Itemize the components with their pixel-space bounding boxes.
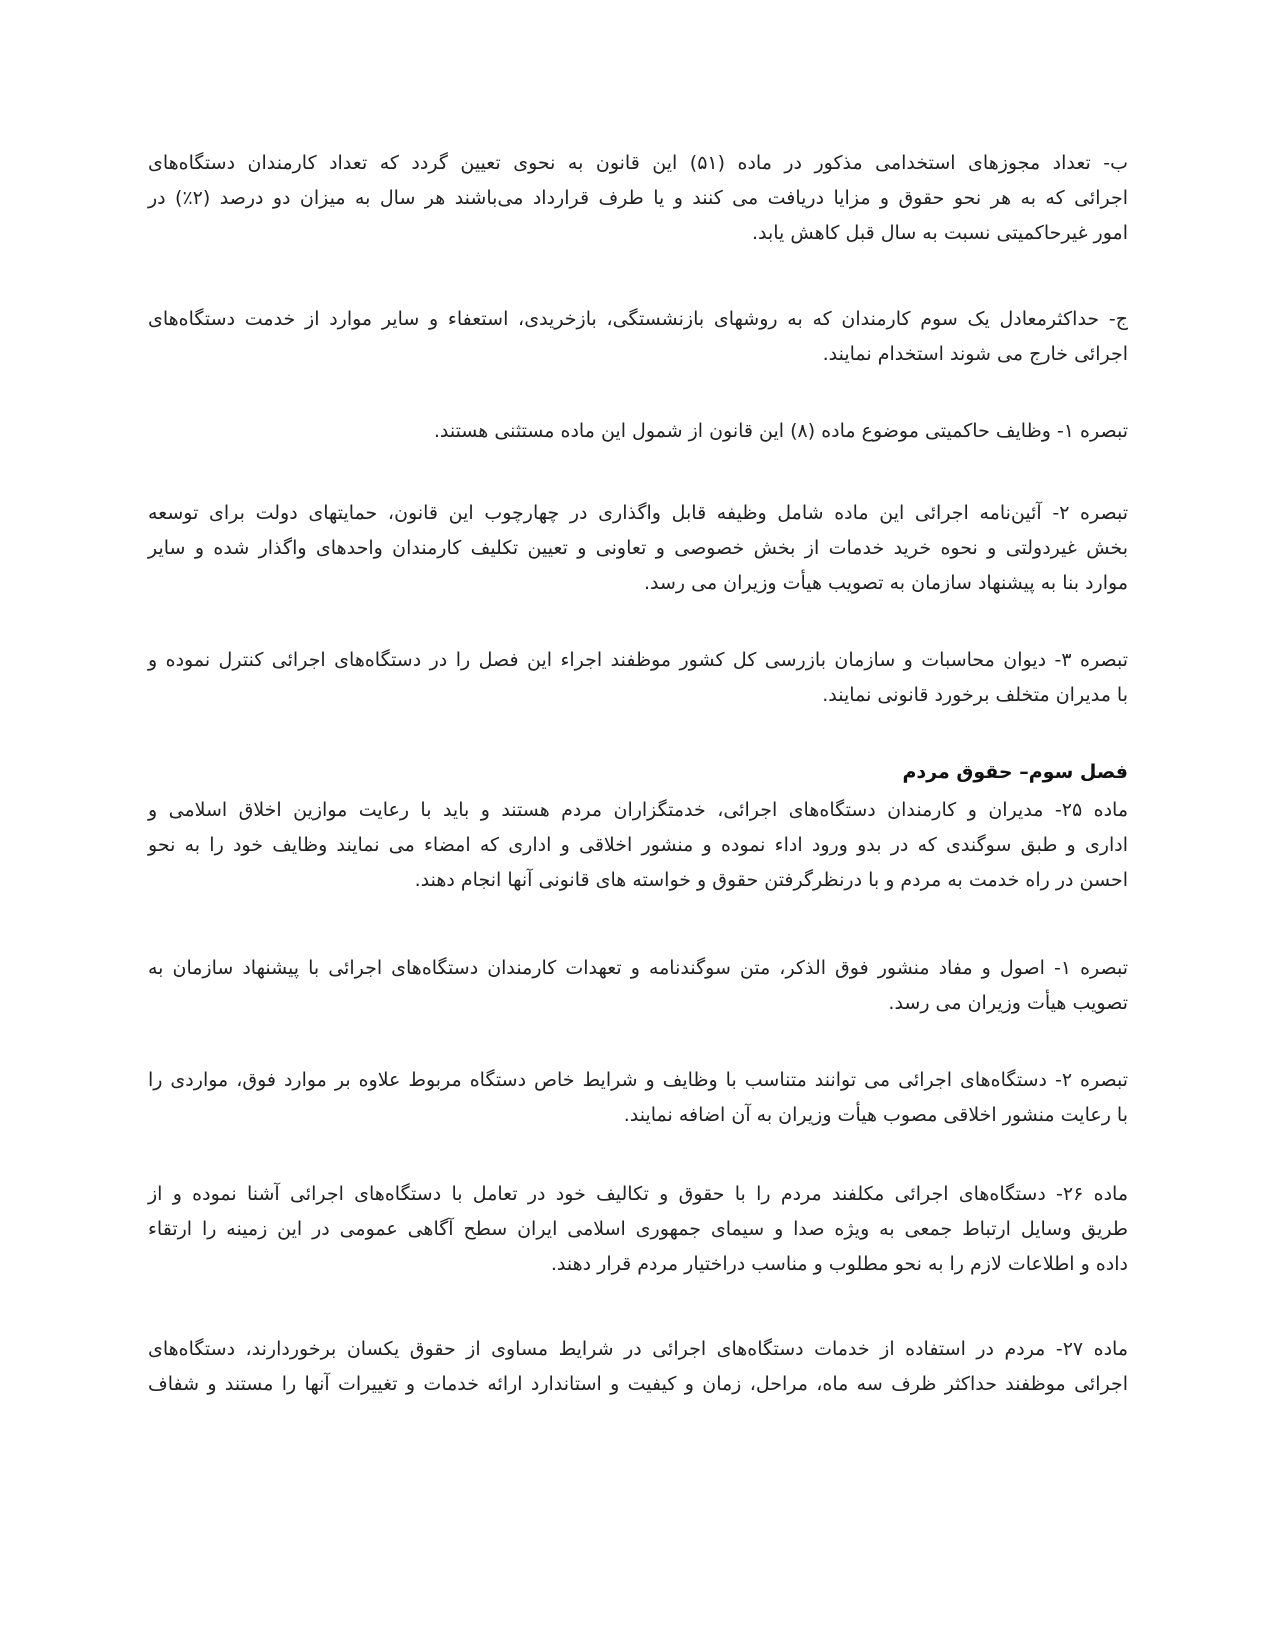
- text-line: تبصره ۲- دستگاه‌های اجرائی می توانند متناسب با وظایف و شرایط خاص دستگاه مربوط علاوه بر موارد فوق، مواردی را: [148, 1069, 1128, 1091]
- text-line: داده و اطلاعات لازم را به نحو مطلوب و مناسب دراختیار مردم قرار دهند.: [550, 1253, 1128, 1275]
- text-line: با رعایت منشور اخلاقی مصوب هیأت وزیران به آن اضافه نمایند.: [623, 1104, 1128, 1126]
- text-line: تصویب هیأت وزیران می رسد.: [888, 992, 1128, 1014]
- paragraph-note-2: [148, 496, 1128, 601]
- text-line: تبصره ۱- وظایف حاکمیتی موضوع ماده (۸) این قانون از شمول این ماده مستثنی هستند.: [433, 420, 1128, 442]
- paragraph-article-25-note-1: [148, 951, 1128, 1021]
- text-line: با مدیران متخلف برخورد قانونی نمایند.: [822, 684, 1128, 706]
- text-line: امور غیرحاکمیتی نسبت به سال قبل کاهش یابد.: [751, 222, 1128, 244]
- text-line: بخش غیردولتی و نحوه خرید خدمات از بخش خصوصی و تعاونی و تعیین تکلیف کارمندان واحدهای واگذار شده و سایر: [148, 537, 1128, 559]
- paragraph-article-26: [148, 1177, 1128, 1282]
- text-line: ماده ۲۵- مدیران و کارمندان دستگاه‌های اجرائی، خدمتگزاران مردم هستند و باید با رعایت موازین اخلاق اسلامی و: [148, 799, 1129, 821]
- text-line: اداری و طبق سوگندی که در بدو ورود اداء نموده و منشور اخلاقی و اداری که امضاء می نمایند وظایف خود را به نحو: [148, 834, 1128, 856]
- text-line: اجرائی که به هر نحو حقوق و مزایا دریافت می کنند و یا طرف قرارداد می‌باشند هر سال به میزان دو درصد (۲٪) در: [148, 187, 1128, 209]
- paragraph-clause-j: [148, 302, 1128, 372]
- paragraph-note-3: [148, 643, 1128, 713]
- paragraph-clause-b: [148, 146, 1128, 251]
- text-line: تبصره ۲- آئین‌نامه اجرائی این ماده شامل وظیفه قابل واگذاری در چهارچوب این قانون، حمایتهای دولت برای توسعه: [148, 502, 1128, 524]
- text-line: ماده ۲۶- دستگاه‌های اجرائی مکلفند مردم را با حقوق و تکالیف خود در تعامل با دستگاه‌های اجرائی آشنا نموده و از: [148, 1183, 1129, 1205]
- text-line: اجرائی خارج می شوند استخدام نمایند.: [822, 343, 1128, 365]
- text-line: ماده ۲۷- مردم در استفاده از خدمات دستگاه‌های اجرائی در شرایط مساوی از حقوق یکسان برخوردارند، دستگاه‌های: [148, 1338, 1128, 1360]
- text-line: اجرائی موظفند حداکثر ظرف سه ماه، مراحل، زمان و کیفیت و استاندارد ارائه خدمات و تغییرات آنها را مستند و شفاف: [148, 1373, 1128, 1395]
- text-line: ج- حداکثرمعادل یک سوم کارمندان که به روشهای بازنشستگی، بازخریدی، استعفاء و سایر موارد از خدمت دستگاه‌های: [148, 308, 1128, 330]
- chapter-heading: فصل سوم– حقوق مردم: [902, 761, 1128, 783]
- document-page: [148, 0, 1128, 1650]
- text-line: تبصره ۱- اصول و مفاد منشور فوق الذکر، متن سوگندنامه و تعهدات کارمندان دستگاه‌های اجرائی با پیشنهاد سازمان به: [148, 957, 1128, 979]
- text-line: تبصره ۳- دیوان محاسبات و سازمان بازرسی کل کشور موظفند اجراء این فصل را در دستگاه‌های اجرائی کنترل نموده و: [148, 649, 1128, 671]
- text-line: احسن در راه خدمت به مردم و با درنظرگرفتن حقوق و خواسته های قانونی آنها انجام دهند.: [414, 869, 1128, 891]
- paragraph-note-1: [148, 414, 1128, 449]
- paragraph-article-25-note-2: [148, 1063, 1128, 1133]
- text-line: ب- تعداد مجوزهای استخدامی مذکور در ماده (۵۱) این قانون به نحوی تعیین گردد که تعداد کارمندان دستگاه‌های: [148, 152, 1128, 174]
- paragraph-article-25: [148, 793, 1128, 898]
- text-line: طریق وسایل ارتباط جمعی به ویژه صدا و سیمای جمهوری اسلامی ایران سطح آگاهی عمومی در این زمینه را ارتقاء: [148, 1218, 1128, 1240]
- text-line: موارد بنا به پیشنهاد سازمان به تصویب هیأت وزیران می رسد.: [643, 572, 1128, 594]
- paragraph-article-27: [148, 1332, 1128, 1402]
